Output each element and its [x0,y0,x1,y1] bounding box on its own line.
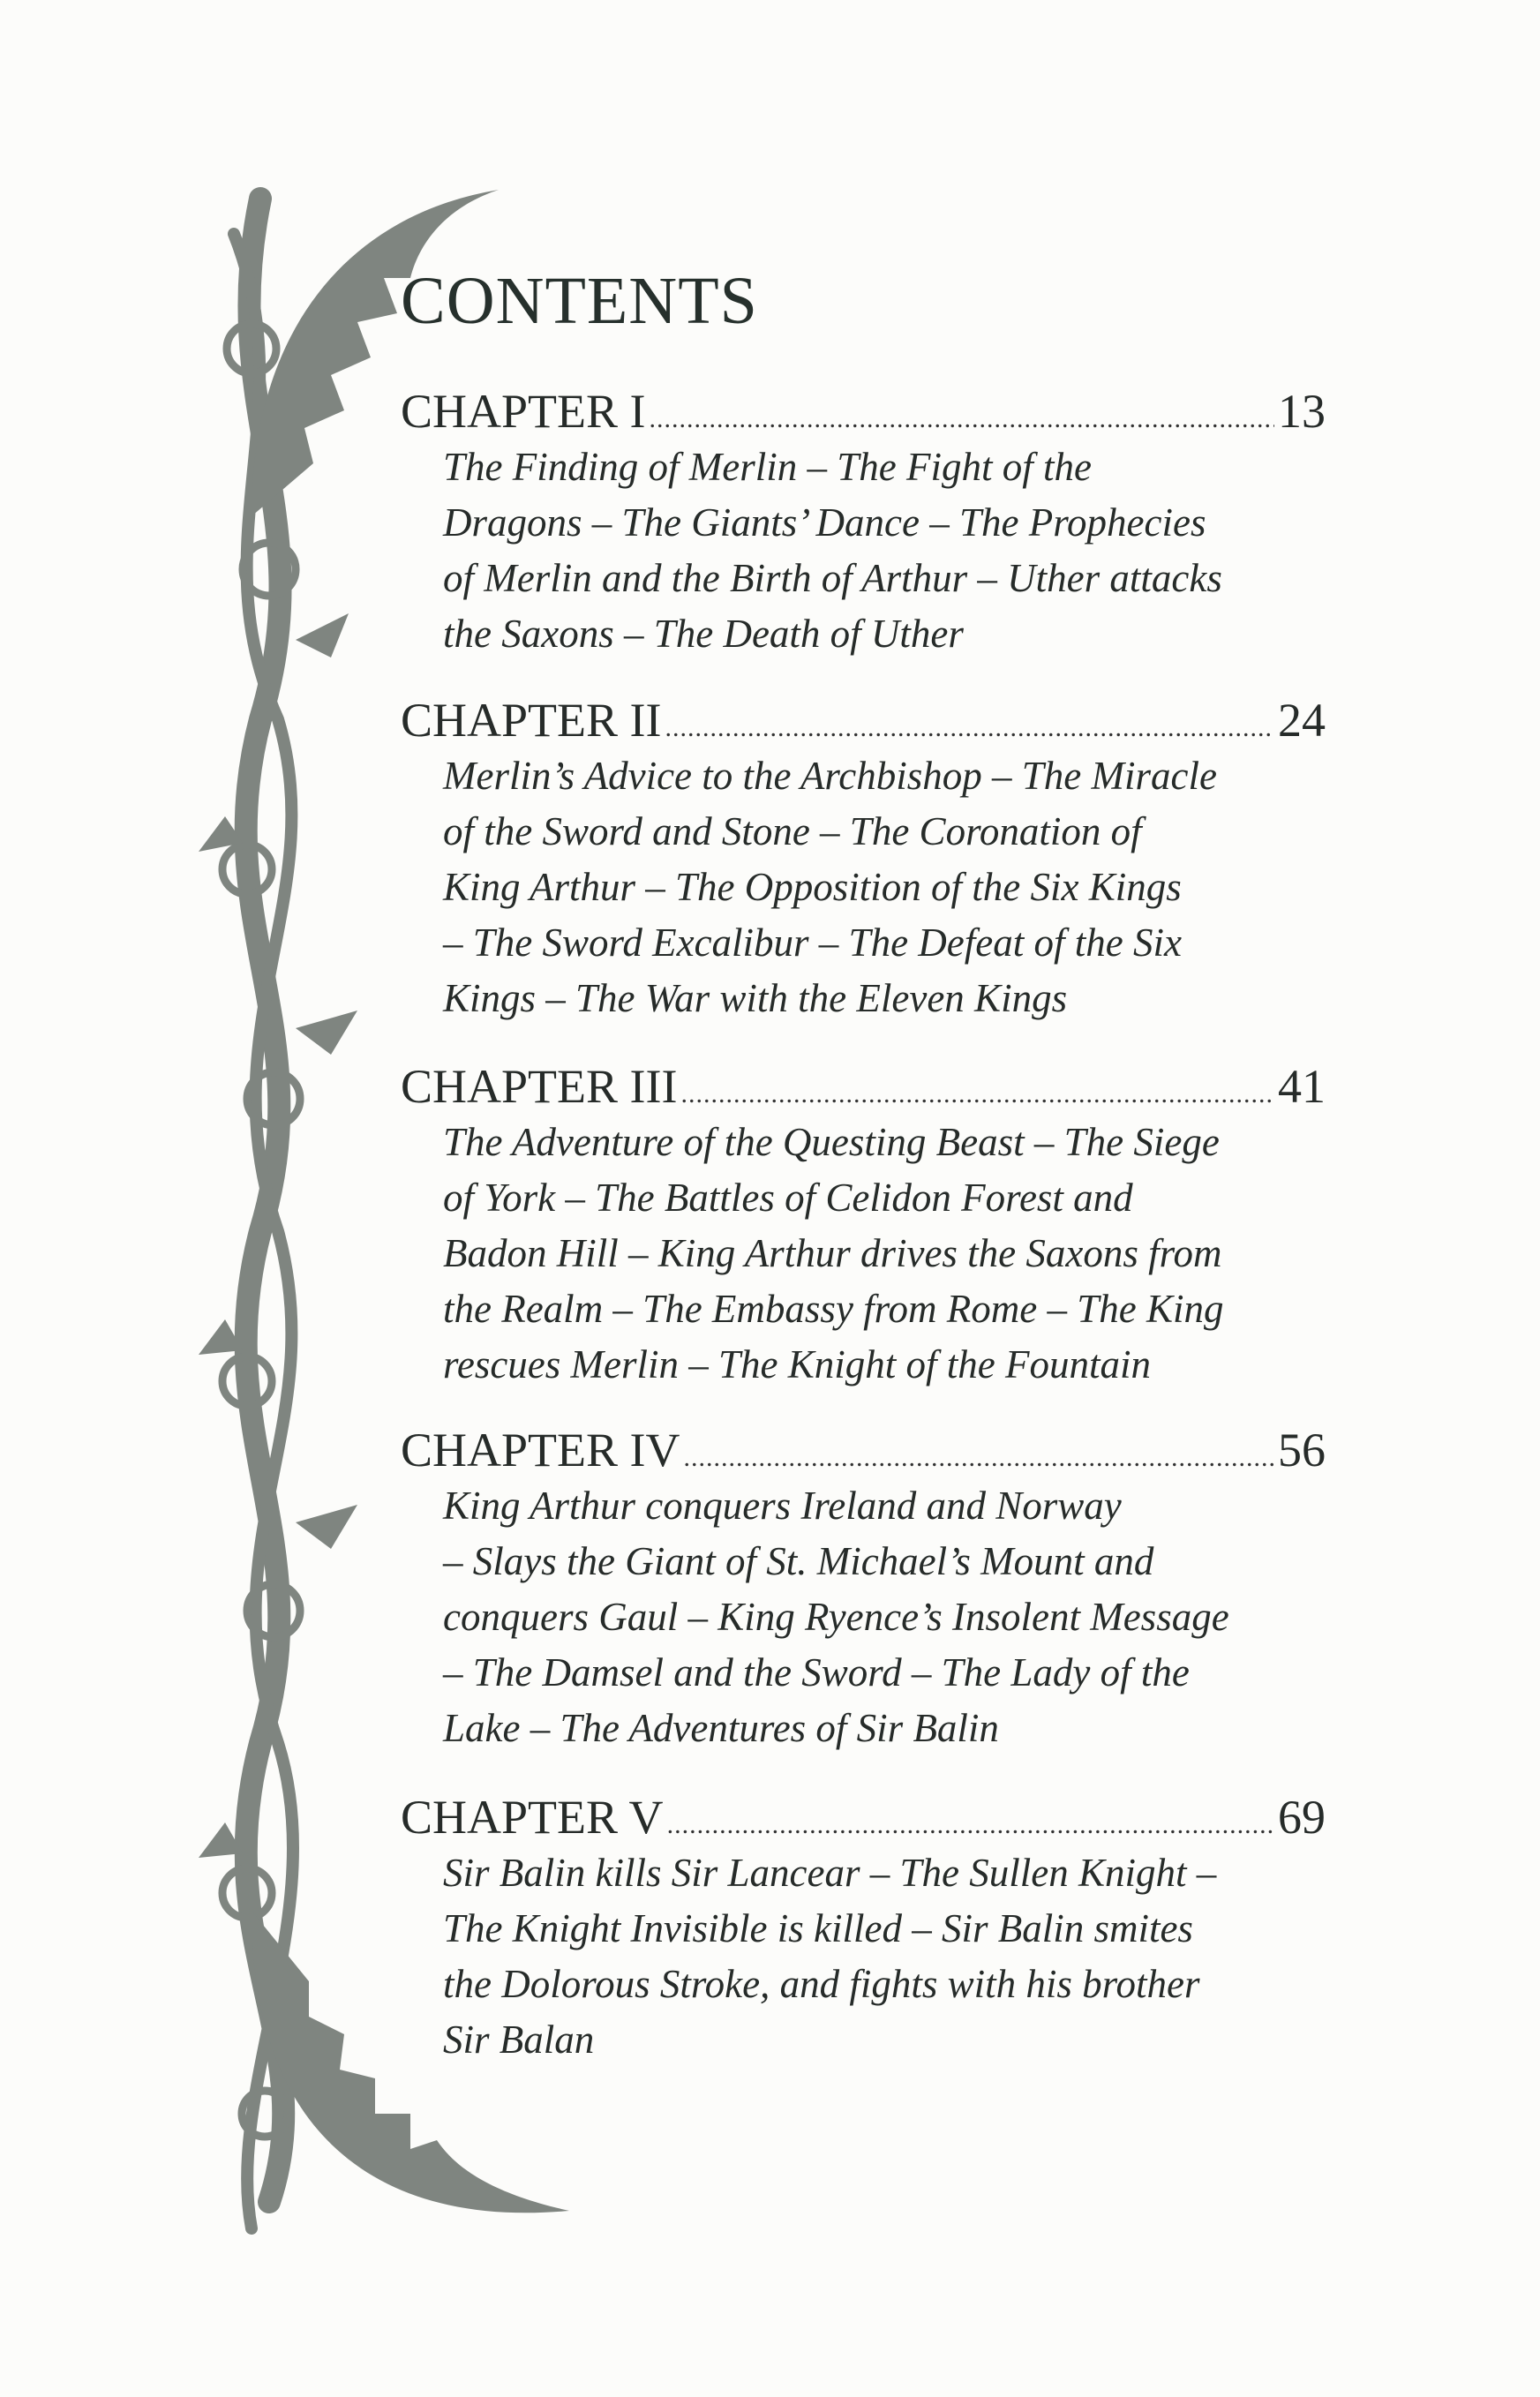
chapter-page-number: 24 [1278,694,1326,747]
summary-line: of York – The Battles of Celidon Forest and [443,1176,1133,1220]
chapter-summary [443,1478,1326,1756]
summary-line: Kings – The War with the Eleven Kings [443,976,1068,1020]
chapter-page-number: 69 [1278,1791,1326,1844]
toc-entry [401,1059,1326,1393]
chapter-label: CHAPTER IV [401,1424,680,1477]
chapter-page-number: 13 [1278,385,1326,438]
summary-line: Sir Balan [443,2018,595,2062]
toc-entry [401,384,1326,662]
dot-leader [650,391,1274,447]
summary-line: – Slays the Giant of St. Michael’s Mount and [443,1539,1154,1583]
chapter-heading [401,1059,1326,1115]
chapter-label: CHAPTER I [401,385,646,438]
summary-line: The Finding of Merlin – The Fight of the [443,445,1092,489]
summary-line: of Merlin and the Birth of Arthur – Uther attacks [443,556,1222,600]
summary-line: the Dolorous Stroke, and fights with his brother [443,1962,1200,2006]
toc-entry [401,1790,1326,2068]
chapter-label: CHAPTER V [401,1791,664,1844]
chapter-summary [443,1845,1326,2068]
summary-line: Lake – The Adventures of Sir Balin [443,1706,999,1750]
chapter-label: CHAPTER III [401,1060,678,1113]
summary-line: The Knight Invisible is killed – Sir Balin smites [443,1906,1193,1950]
summary-line: Merlin’s Advice to the Archbishop – The Miracle [443,754,1217,798]
summary-line: Badon Hill – King Arthur drives the Saxons from [443,1231,1222,1275]
dot-leader [667,1797,1274,1852]
toc-entry [401,693,1326,1026]
chapter-summary [443,1115,1326,1393]
summary-line: rescues Merlin – The Knight of the Fountain [443,1342,1152,1386]
summary-line: the Saxons – The Death of Uther [443,612,964,656]
dot-leader [665,700,1275,755]
page-title: CONTENTS [401,264,758,338]
chapter-summary [443,440,1326,662]
summary-line: conquers Gaul – King Ryence’s Insolent Message [443,1595,1229,1639]
dot-leader [680,1066,1274,1122]
chapter-heading [401,1790,1326,1845]
summary-line: King Arthur conquers Ireland and Norway [443,1484,1122,1528]
chapter-heading [401,1423,1326,1478]
summary-line: – The Sword Excalibur – The Defeat of the Six [443,920,1182,965]
chapter-page-number: 56 [1278,1424,1326,1477]
toc-entry [401,1423,1326,1756]
summary-line: King Arthur – The Opposition of the Six Kings [443,865,1182,909]
chapter-page-number: 41 [1278,1060,1326,1113]
chapter-heading [401,384,1326,440]
chapter-label: CHAPTER II [401,694,662,747]
chapter-summary [443,748,1326,1026]
summary-line: The Adventure of the Questing Beast – The Siege [443,1120,1220,1164]
summary-line: Dragons – The Giants’ Dance – The Prophecies [443,500,1206,545]
chapter-heading [401,693,1326,748]
summary-line: of the Sword and Stone – The Coronation of [443,809,1142,853]
dot-leader [684,1430,1274,1485]
summary-line: the Realm – The Embassy from Rome – The King [443,1287,1224,1331]
summary-line: Sir Balin kills Sir Lancear – The Sullen Knight – [443,1851,1217,1895]
summary-line: – The Damsel and the Sword – The Lady of the [443,1650,1190,1694]
